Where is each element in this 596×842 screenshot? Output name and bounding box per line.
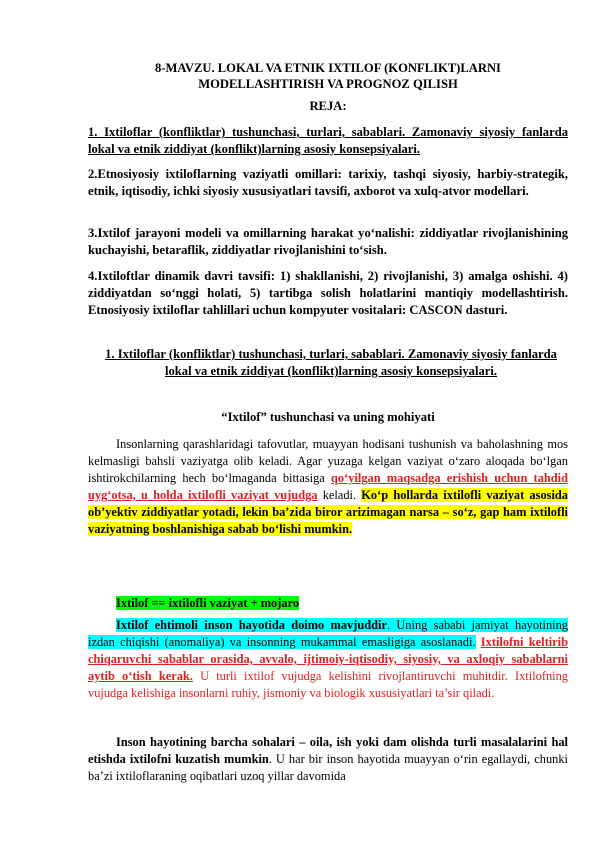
p1-highlight-yellow: Ko‘p hollarda ixtilofli vaziyat asosida ob’yektiv ziddiyatlar yotadi, lekin ba’zida biror arizimagan narsa – so‘z, gap ham ixtilofli vaziyatning boshlanishiga sabab bo‘lishi mumkin.: [88, 488, 568, 536]
paragraph-3: [88, 734, 568, 785]
formula-line: [88, 595, 568, 612]
p3-plain: . U har bir inson hayotida muayyan o‘rin egallaydi, chunki ba’zi ixtiloflaraning oqibatlari uzoq yillar davomida: [88, 752, 568, 783]
plan-item-1: [88, 124, 568, 158]
p2-red-tail: U turli ixtilof vujudga kelishini rivojlantiruvchi muhitdir. Ixtilofning vujudga kelishiga insonlarni ruhiy, jismoniy va biologik xususiyatlari ta’sir qiladi.: [88, 669, 568, 700]
p2-bold: Ixtilof ehtimoli inson hayotida doimo mavjuddir: [116, 618, 387, 632]
p1-red-text: qo‘yilgan maqsadga erishish uchun tahdid uyg‘otsa, u holda ixtilofli vaziyat vujudga: [88, 471, 568, 502]
plan-heading: REJA:: [309, 99, 347, 113]
title-line-2: MODELLASHTIRISH VA PROGNOZ QILISH: [198, 77, 458, 91]
plan-item-2: 2.Etnosiyosiy ixtiloflarning vaziyatli omillari: tarixiy, tashqi siyosiy, harbiy-strategik, etnik, iqtisodiy, ichki siyosiy xususiyatlari tavsifi, axborot va xulq-atvor modellari.: [88, 167, 568, 198]
plan-item-3: 3.Ixtilof jarayoni modeli va omillarning harakat yo‘nalishi: ziddiyatlar rivojlanishining kuchayishi, betaraflik, ziddiyatlar rivojlanishini to‘sish.: [88, 226, 568, 257]
p3-bold: Inson hayotining barcha sohalari – oila, ish yoki dam olishda turli masalalarini hal etishda ixtilofni kuzatish mumkin: [88, 735, 568, 766]
p1-tail: keladi.: [317, 488, 362, 502]
paragraph-1: [88, 436, 568, 538]
p1-plain: Insonlarning qarashlaridagi tafovutlar, muayyan hodisani tushunish va baholashning mos kelmasligi bahsli vaziyatga olib keladi. Agar yuzaga kelgan vaziyat o‘zaro aloqada bo‘lgan ishtirokchilarning hech bo‘lmaganda bittasiga: [88, 437, 568, 485]
plan-item-4: 4.Ixtiloftlar dinamik davri tavsifi: 1) shakllanishi, 2) rivojlanishi, 3) amalga oshishi. 4) ziddiyatdan so‘nggi holati, 5) tartibga solish holatlarini mantiqiy modellashtirish. Etnosiyosiy ixtiloflar tahlillari uchun kompyuter vositalari: CASCON dasturi.: [88, 269, 568, 317]
subheading: “Ixtilof” tushunchasi va uning mohiyati: [221, 410, 435, 424]
plan-item-1-text: 1. Ixtiloflar (konfliktlar) tushunchasi, turlari, sabablari. Zamonaviy siyosiy fanlarda lokal va etnik ziddiyat (konflikt)larning asosiy konsepsiyalari.: [88, 125, 568, 156]
section-heading: 1. Ixtiloflar (konfliktlar) tushunchasi, turlari, sabablari. Zamonaviy siyosiy fanlarda lokal va etnik ziddiyat (konflikt)larning asosiy konsepsiyalari.: [105, 347, 557, 378]
p2-cyan: . Uning sababi jamiyat hayotining izdan chiqishi (anomaliya) va insonning mukammal emasligiga asoslanadi.: [88, 618, 568, 649]
paragraph-2: [88, 617, 568, 702]
formula-highlight: Ixtilof == ixtilofli vaziyat + mojaro: [116, 596, 300, 610]
p2-red-text: Ixtilofni keltirib chiqaruvchi sabablar orasida, avvalo, ijtimoiy-iqtisodiy, siyosiy, va axloqiy sabablarni aytib o‘tish kerak.: [88, 635, 568, 683]
page-title: [88, 60, 568, 92]
title-line-1: 8-MAVZU. LOKAL VA ETNIK IXTILOF (KONFLIKT)LARNI: [155, 61, 501, 75]
